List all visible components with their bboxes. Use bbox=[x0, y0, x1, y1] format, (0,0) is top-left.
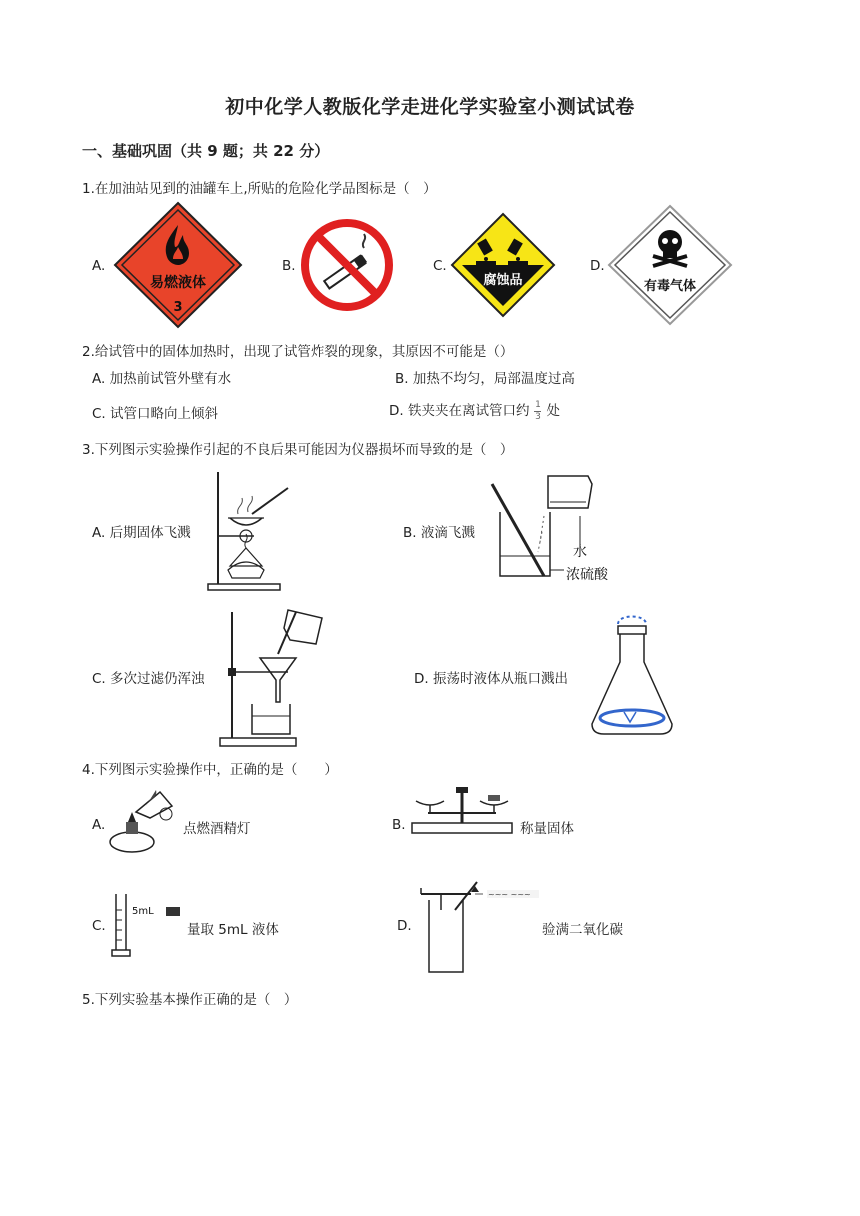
q1-option-d-letter: D. bbox=[590, 258, 605, 274]
conical-flask-icon bbox=[588, 612, 676, 740]
graduated-cylinder-icon bbox=[108, 890, 186, 960]
question-5-stem: 5.下列实验基本操作正确的是（ ） bbox=[82, 992, 298, 1008]
toxic-gas-sign-icon bbox=[607, 204, 733, 326]
q2-option-b: B. 加热不均匀，局部温度过高 bbox=[395, 371, 575, 387]
q4-option-a-text: 点燃酒精灯 bbox=[183, 821, 251, 837]
toxic-sign-text: 有毒气体 bbox=[643, 279, 697, 294]
co2-test-bottle-icon bbox=[415, 880, 543, 976]
water-label: 水 bbox=[573, 544, 587, 560]
q2-option-c: C. 试管口略向上倾斜 bbox=[92, 406, 219, 422]
corrosive-sign-icon bbox=[450, 212, 556, 318]
flammable-sign-text: 易燃液体 bbox=[150, 275, 206, 291]
q1-option-c-letter: C. bbox=[433, 258, 447, 274]
evaporation-setup-icon bbox=[202, 470, 302, 592]
section-heading: 一、基础巩固（共 9 题；共 22 分） bbox=[82, 142, 330, 160]
q4-option-c-text: 量取 5mL 液体 bbox=[187, 922, 279, 938]
q4-option-b-letter: B. bbox=[392, 817, 406, 833]
corrosive-sign-text: 腐蚀品 bbox=[483, 273, 523, 288]
q3-option-d: D. 振荡时液体从瓶口溅出 bbox=[414, 671, 568, 687]
filtration-setup-icon bbox=[218, 608, 328, 748]
fraction-denominator: 3 bbox=[535, 411, 541, 422]
q3-option-a: A. 后期固体飞溅 bbox=[92, 525, 191, 541]
q4-option-b-text: 称量固体 bbox=[520, 821, 574, 837]
page-title: 初中化学人教版化学走进化学实验室小测试试卷 bbox=[225, 96, 635, 118]
question-4-stem: 4.下列图示实验操作中，正确的是（ ） bbox=[82, 762, 338, 778]
no-smoking-icon bbox=[300, 218, 394, 312]
lighting-alcohol-lamp-icon bbox=[106, 788, 180, 856]
conc-sulfuric-acid-label: 浓硫酸 bbox=[566, 567, 608, 583]
q2-option-d-suffix: 处 bbox=[546, 403, 560, 419]
q3-option-b: B. 液滴飞溅 bbox=[403, 525, 475, 541]
q2-option-d bbox=[389, 399, 560, 422]
q4-option-d-letter: D. bbox=[397, 918, 412, 934]
q4-option-a-letter: A. bbox=[92, 817, 106, 833]
question-2-stem: 2.给试管中的固体加热时，出现了试管炸裂的现象，其原因不可能是（） bbox=[82, 344, 514, 360]
flammable-liquid-sign-icon bbox=[113, 201, 243, 329]
q4-option-d-text: 验满二氧化碳 bbox=[542, 922, 623, 938]
dilution-beaker-icon bbox=[488, 472, 618, 584]
q4-option-c-letter: C. bbox=[92, 918, 106, 934]
one-third-fraction bbox=[534, 401, 541, 422]
q3-option-c: C. 多次过滤仍浑浊 bbox=[92, 671, 205, 687]
fraction-numerator: 1 bbox=[535, 399, 541, 410]
cylinder-volume-label: 5mL bbox=[132, 906, 154, 917]
q1-option-a-letter: A. bbox=[92, 258, 106, 274]
balance-scale-icon bbox=[408, 785, 516, 835]
flammable-sign-class: 3 bbox=[173, 300, 183, 315]
question-3-stem: 3.下列图示实验操作引起的不良后果可能因为仪器损坏而导致的是（ ） bbox=[82, 442, 514, 458]
q1-option-b-letter: B. bbox=[282, 258, 296, 274]
svg-text:~~~ ~~~: ~~~ ~~~ bbox=[488, 890, 531, 899]
q2-option-d-prefix: D. 铁夹夹在离试管口约 bbox=[389, 403, 530, 419]
q2-option-a: A. 加热前试管外壁有水 bbox=[92, 371, 232, 387]
question-1-stem: 1.在加油站见到的油罐车上,所贴的危险化学品图标是（ ） bbox=[82, 181, 437, 197]
